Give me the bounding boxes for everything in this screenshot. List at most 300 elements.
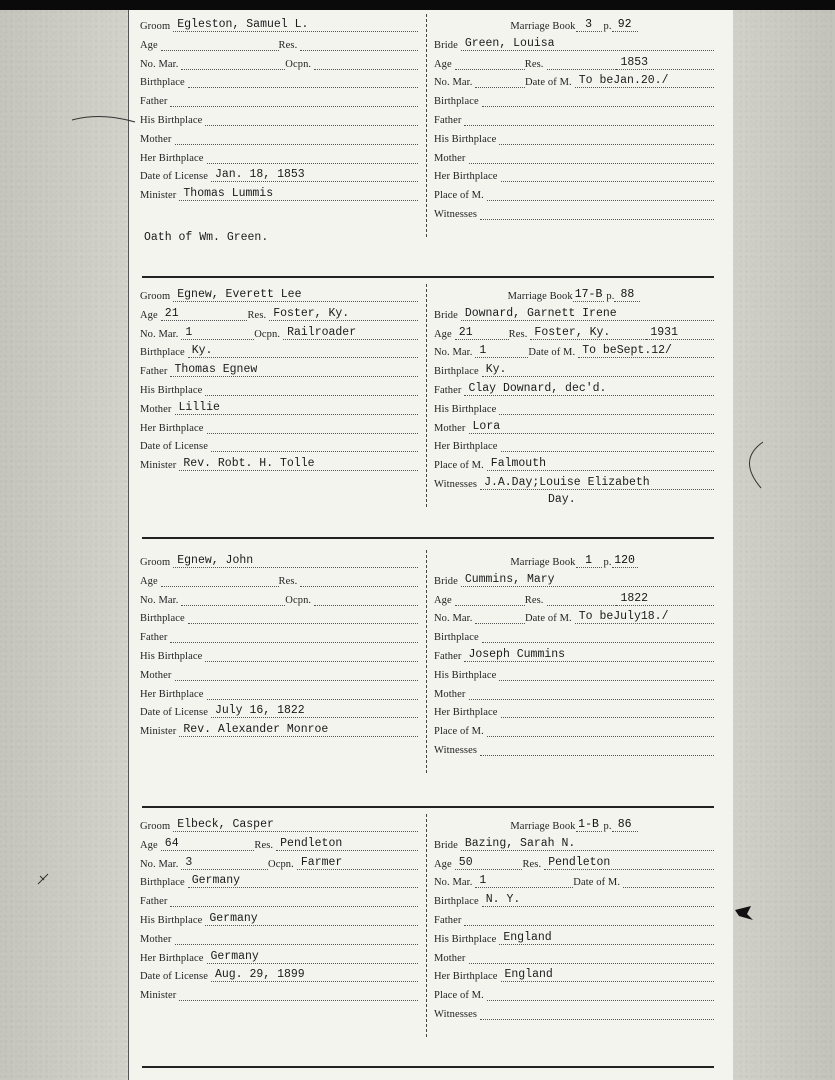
bride-name: Green, Louisa [464, 36, 555, 50]
field-label: Date of M. [528, 347, 576, 359]
form-row [140, 682, 418, 700]
bride-mother-birthplace: England [504, 968, 553, 982]
minister-line [179, 456, 418, 471]
bride-mother: Lora [472, 419, 501, 433]
groom-mother: Lillie [178, 400, 220, 414]
field-label: p. [606, 291, 615, 302]
form-row [434, 569, 714, 587]
bride-name: Cummins, Mary [464, 572, 555, 586]
record-year-line [660, 855, 714, 870]
marriage-book-page: 86 [612, 818, 638, 832]
marriage-book-number: 17-B [574, 288, 603, 301]
bride-father: Joseph Cummins [468, 648, 566, 661]
groom-no-mar: 3 [185, 855, 193, 869]
field-label: Father [140, 632, 168, 644]
groom-mother-line [175, 930, 418, 945]
form-row [140, 700, 418, 718]
form-row [140, 719, 418, 737]
date-of-license-line [211, 967, 418, 982]
field-label: Age [434, 594, 452, 606]
field-label: Her Birthplace [140, 952, 204, 964]
witnesses-continued: Day. [548, 492, 576, 506]
groom-no-mar-line [181, 55, 285, 70]
bride-age-line [455, 55, 525, 70]
field-label: His Birthplace [140, 115, 203, 126]
bride-birthplace: N. Y. [485, 893, 521, 907]
bride-name-line [461, 836, 714, 851]
groom-name: Egleston, Samuel L. [177, 18, 309, 31]
form-row [434, 108, 714, 126]
field-label: Mother [434, 152, 466, 164]
form-row [434, 322, 714, 340]
form-row [434, 89, 714, 107]
record-year-line [646, 325, 714, 340]
groom-mother-birthplace-line [207, 949, 419, 964]
bride-res-line [547, 55, 617, 70]
form-row [434, 927, 714, 945]
groom-no-mar: 1 [185, 325, 193, 339]
groom-father-birthplace-line [205, 111, 418, 126]
bride-name-line [461, 306, 714, 321]
groom-father-line [170, 92, 418, 107]
groom-name-line [173, 553, 418, 568]
bride-res: Foster, Ky. [534, 325, 611, 339]
bride-father-birthplace-line [499, 130, 714, 145]
minister: Rev. Robt. H. Tolle [183, 457, 315, 471]
date-of-marriage: To beJan.20./ [578, 74, 669, 88]
field-label: Place of M. [434, 190, 484, 202]
field-label: Her Birthplace [434, 441, 498, 453]
field-label: Age [140, 309, 158, 321]
form-row [140, 340, 418, 358]
field-label: Groom [140, 291, 171, 302]
groom-birthplace: Germany [191, 874, 241, 888]
field-label: Father [140, 96, 168, 108]
field-label: Bride [434, 575, 458, 587]
bride-father-line [464, 111, 714, 126]
groom-no-mar-line [181, 591, 285, 606]
date-of-marriage-line [575, 73, 714, 88]
field-label: Father [434, 115, 462, 126]
scan-blot-decorative [733, 902, 755, 922]
field-label: Bride [434, 309, 458, 321]
field-label: His Birthplace [434, 133, 497, 145]
form-row [140, 183, 418, 201]
record-year-line [616, 55, 714, 70]
bride-mother-line [469, 419, 714, 434]
field-label: Ocpn. [285, 58, 312, 70]
form-row [434, 127, 714, 145]
field-label: Birthplace [434, 96, 479, 108]
form-row [140, 550, 418, 568]
form-row [140, 127, 418, 145]
field-label: Place of M. [434, 460, 484, 472]
field-label: No. Mar. [140, 58, 179, 70]
form-row [434, 663, 714, 681]
field-label: His Birthplace [140, 651, 203, 662]
bride-name: Bazing, Sarah N. [464, 836, 576, 850]
form-row [434, 340, 714, 358]
field-label: No. Mar. [434, 877, 473, 889]
groom-age-line [161, 306, 248, 321]
form-row [140, 146, 418, 164]
column-separator [426, 284, 427, 507]
field-label: Minister [140, 726, 177, 738]
bride-father: Clay Downard, dec'd. [468, 382, 607, 395]
field-label: Date of M. [524, 77, 572, 89]
date-of-marriage: To beJuly18./ [578, 610, 669, 624]
scan-top-border [0, 0, 835, 10]
groom-mother-birthplace-line [207, 685, 419, 700]
date-of-license: July 16, 1822 [214, 704, 305, 718]
minister-line [179, 722, 418, 737]
form-row [434, 889, 714, 907]
marriage-book-page: 92 [612, 18, 638, 32]
form-row [140, 89, 418, 107]
date-of-marriage: To beSept.12/ [582, 344, 672, 358]
bride-age-line [455, 591, 525, 606]
form-row [140, 416, 418, 434]
field-label: Her Birthplace [140, 688, 204, 700]
form-row [140, 908, 418, 926]
field-label: Mother [434, 688, 466, 700]
field-label: No. Mar. [140, 328, 179, 340]
form-row [140, 108, 418, 126]
groom-father-line [170, 362, 418, 377]
date-of-marriage-line [578, 343, 714, 358]
form-row [434, 397, 714, 415]
form-row [434, 33, 714, 51]
form-row [434, 682, 714, 700]
field-label: Place of M. [434, 990, 484, 1002]
form-row [434, 164, 714, 182]
groom-mother-birthplace-line [207, 419, 419, 434]
field-label: Res. [278, 39, 298, 51]
field-label: Age [434, 58, 452, 70]
field-label: Age [140, 39, 158, 51]
groom-ocpn-line [314, 55, 418, 70]
bride-father-birthplace-line [499, 930, 714, 945]
field-label: Res. [522, 858, 542, 870]
marriage-book-page: 88 [614, 288, 640, 302]
form-row [140, 453, 418, 471]
field-label: Mother [140, 933, 172, 945]
form-row [140, 927, 418, 945]
scan-mark-decorative [735, 440, 765, 490]
groom-name-line [173, 287, 418, 302]
bride-no-mar-line [475, 343, 528, 358]
groom-father: Thomas Egnew [174, 363, 258, 377]
column-separator [426, 14, 427, 237]
marriage-book-ref [434, 814, 714, 832]
form-row [434, 983, 714, 1001]
marriage-record-card [138, 14, 716, 244]
marriage-record-card [138, 814, 716, 1034]
form-row [140, 70, 418, 88]
bride-father-birthplace-line [499, 400, 714, 415]
bride-birthplace-line [482, 362, 714, 377]
form-row [140, 569, 418, 587]
field-label: Res. [278, 575, 298, 587]
form-row [140, 852, 418, 870]
form-row [434, 52, 714, 70]
groom-no-mar-line [181, 325, 254, 340]
field-label: Birthplace [434, 366, 479, 378]
groom-mother-birthplace-line [207, 149, 419, 164]
form-row [140, 644, 418, 662]
marriage-book-ref [434, 284, 714, 302]
form-row [140, 14, 418, 32]
column-separator [426, 814, 427, 1037]
record-divider [142, 1066, 714, 1068]
field-label: Father [434, 651, 462, 662]
field-label: Mother [434, 422, 466, 434]
date-of-license-line [211, 703, 418, 718]
groom-name: Elbeck, Casper [177, 818, 274, 831]
field-label: Res. [254, 839, 274, 851]
field-label: Witnesses [434, 209, 478, 220]
field-label: Witnesses [434, 479, 478, 490]
bride-mother-birthplace-line [501, 167, 715, 182]
groom-res-line [300, 36, 418, 51]
place-of-marriage-line [487, 722, 714, 737]
bride-father-line [464, 381, 714, 396]
groom-mother-line [175, 400, 418, 415]
field-label: Date of License [140, 707, 208, 719]
record-divider [142, 806, 714, 808]
bride-name-line [461, 572, 714, 587]
bride-father-birthplace: England [503, 930, 552, 944]
marriage-book-ref [434, 14, 714, 32]
field-label: Place of M. [434, 726, 484, 738]
groom-ocpn-line [283, 325, 418, 340]
field-label: His Birthplace [434, 669, 497, 681]
groom-age: 64 [164, 836, 179, 850]
form-row [140, 588, 418, 606]
form-row [140, 889, 418, 907]
field-label: Groom [140, 21, 171, 32]
field-label: p. [603, 821, 612, 832]
field-label: No. Mar. [434, 347, 473, 359]
form-row [140, 378, 418, 396]
bride-age: 50 [458, 855, 473, 869]
record-year: 1853 [620, 55, 649, 69]
bride-age-line [455, 325, 509, 340]
bride-birthplace: Ky. [485, 363, 507, 377]
minister-line [179, 986, 418, 1001]
minister: Rev. Alexander Monroe [183, 723, 329, 737]
field-label: Ocpn. [268, 858, 294, 870]
groom-name-line [173, 17, 418, 32]
groom-ocpn-line [297, 855, 418, 870]
form-row [140, 964, 418, 982]
form-row [434, 146, 714, 164]
record-year: 1931 [650, 325, 678, 339]
bride-birthplace-line [482, 892, 714, 907]
groom-name: Egnew, Everett Lee [177, 288, 302, 301]
groom-age-line [161, 36, 279, 51]
groom-res: Pendleton [280, 836, 343, 850]
field-label: Witnesses [434, 745, 478, 756]
field-label: Father [434, 915, 462, 926]
form-row [434, 833, 714, 851]
form-row [434, 606, 714, 624]
date-of-marriage-line [575, 609, 714, 624]
form-row [434, 202, 714, 220]
bride-res-line [530, 325, 646, 340]
date-of-license: Jan. 18, 1853 [214, 168, 305, 182]
groom-mother-line [175, 666, 418, 681]
field-label: Date of M. [524, 613, 572, 625]
record-divider [142, 537, 714, 539]
field-label: Birthplace [140, 347, 185, 359]
groom-mother-birthplace: Germany [210, 949, 259, 963]
groom-ocpn: Railroader [287, 325, 357, 339]
bride-age: 21 [458, 325, 473, 339]
field-label: Mother [140, 669, 172, 681]
field-label: Marriage Book [510, 21, 576, 32]
form-row [434, 359, 714, 377]
record-year: 1822 [620, 591, 649, 605]
form-row [140, 284, 418, 302]
minister: Thomas Lummis [183, 187, 274, 201]
form-row [434, 852, 714, 870]
field-label: Her Birthplace [140, 422, 204, 434]
form-row [434, 303, 714, 321]
field-label: Marriage Book [510, 557, 576, 568]
form-row [434, 738, 714, 756]
form-row [140, 833, 418, 851]
groom-age-line [161, 836, 255, 851]
groom-ocpn-line [314, 591, 418, 606]
witnesses-line [480, 475, 714, 490]
field-label: Minister [140, 190, 177, 202]
field-label: Bride [434, 839, 458, 851]
field-label: Birthplace [434, 632, 479, 644]
form-row [140, 870, 418, 888]
field-label: His Birthplace [140, 915, 203, 926]
field-label: Groom [140, 821, 171, 832]
form-row [140, 983, 418, 1001]
groom-name-line [173, 817, 418, 832]
bride-no-mar-line [475, 873, 573, 888]
record-divider [142, 276, 714, 278]
field-label: Marriage Book [510, 821, 576, 832]
bride-no-mar-line [475, 73, 525, 88]
bride-res: Pendleton [548, 855, 611, 869]
form-row [140, 434, 418, 452]
groom-mother-line [175, 130, 418, 145]
field-label: Father [140, 896, 168, 908]
field-label: Her Birthplace [434, 171, 498, 183]
field-label: Date of License [140, 171, 208, 183]
field-label: Witnesses [434, 1009, 478, 1020]
groom-birthplace-line [188, 609, 418, 624]
groom-no-mar-line [181, 855, 268, 870]
witnesses-line [480, 205, 714, 220]
form-row [140, 397, 418, 415]
bride-birthplace-line [482, 628, 714, 643]
groom-res-line [276, 836, 418, 851]
form-row [140, 625, 418, 643]
field-label: Res. [247, 309, 267, 321]
form-row [434, 472, 714, 490]
field-label: Bride [434, 39, 458, 51]
field-label: His Birthplace [140, 385, 203, 396]
bride-no-mar: 1 [479, 874, 487, 888]
place-of-marriage: Falmouth [490, 457, 547, 471]
field-label: Date of License [140, 441, 208, 453]
groom-ocpn: Farmer [300, 855, 343, 869]
form-row [434, 644, 714, 662]
field-label: Groom [140, 557, 171, 568]
field-label: Birthplace [140, 613, 185, 625]
bride-res-line [547, 591, 617, 606]
groom-father-line [170, 628, 418, 643]
field-label: Father [434, 385, 462, 396]
groom-father-birthplace-line [205, 647, 418, 662]
marriage-record-card [138, 284, 716, 504]
record-year-line [616, 591, 714, 606]
place-of-marriage-line [487, 456, 714, 471]
field-label: Age [140, 839, 158, 851]
bride-name: Downard, Garnett Irene [464, 306, 617, 320]
bride-mother-line [469, 949, 714, 964]
field-label: Birthplace [434, 896, 479, 908]
field-label: Father [140, 366, 168, 378]
field-label: Age [434, 858, 452, 870]
witnesses-line [480, 741, 714, 756]
field-label: His Birthplace [434, 403, 497, 415]
field-label: His Birthplace [434, 933, 497, 945]
field-label: Res. [524, 594, 544, 606]
field-label: Birthplace [140, 877, 185, 889]
field-label: Date of License [140, 971, 208, 983]
place-of-marriage-line [487, 186, 714, 201]
groom-father-birthplace-line [205, 381, 418, 396]
bride-father-line [464, 647, 714, 662]
field-label: Age [140, 575, 158, 587]
form-row [434, 588, 714, 606]
form-row [140, 359, 418, 377]
groom-father-birthplace-line [205, 911, 418, 926]
witnesses-line [480, 1005, 714, 1020]
place-of-marriage-line [487, 986, 714, 1001]
witnesses: J.A.Day;Louise Elizabeth [484, 476, 650, 489]
marriage-book-number: 1 [576, 554, 602, 568]
bride-name-line [461, 36, 714, 51]
form-row [140, 322, 418, 340]
groom-father-birthplace: Germany [209, 912, 258, 925]
field-label: Date of M. [573, 877, 621, 889]
form-row [434, 70, 714, 88]
bride-no-mar: 1 [479, 344, 487, 358]
bride-res-line [544, 855, 660, 870]
bride-father-birthplace-line [499, 666, 714, 681]
date-of-license-line [211, 437, 418, 452]
date-of-license-line [211, 167, 418, 182]
field-label: Mother [140, 403, 172, 415]
bride-mother-birthplace-line [501, 967, 715, 982]
groom-res: Foster, Ky. [273, 306, 350, 320]
field-label: No. Mar. [140, 858, 179, 870]
groom-birthplace-line [188, 873, 418, 888]
date-of-marriage-line [623, 873, 714, 888]
field-label: Her Birthplace [434, 971, 498, 983]
form-row [434, 719, 714, 737]
form-row [434, 416, 714, 434]
date-of-license: Aug. 29, 1899 [214, 968, 305, 982]
